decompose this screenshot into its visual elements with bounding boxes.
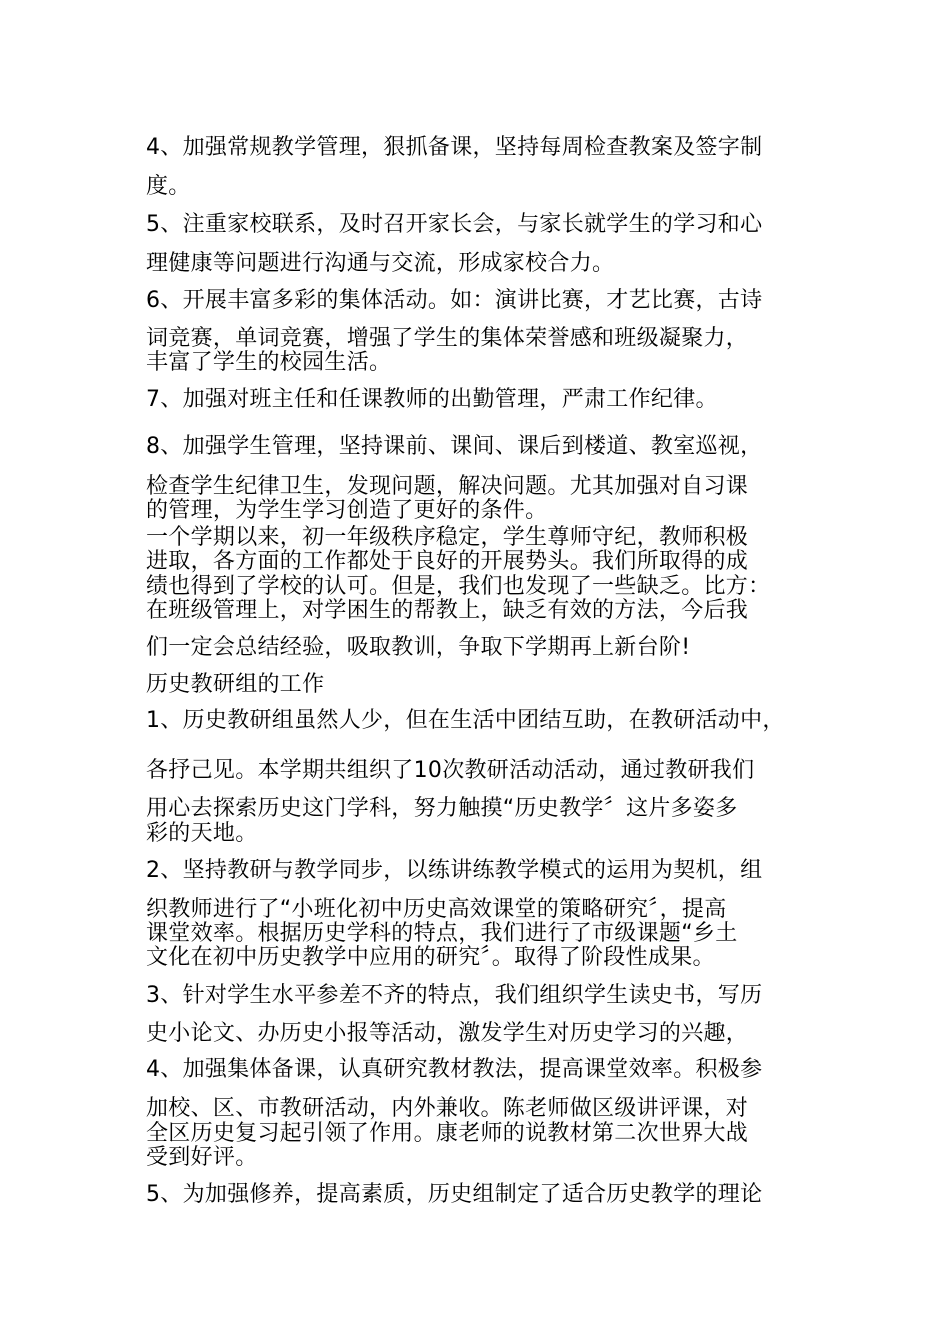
text-line: 5、为加强修养，提高素质，历史组制定了适合历史教学的理论 [146,1182,763,1207]
text-line: 受到好评。 [146,1145,258,1170]
text-line: 一个学期以来，初一年级秩序稳定，学生尊师守纪，教师积极 [146,525,749,550]
text-line: 度。 [146,174,191,199]
text-line: 6、开展丰富多彩的集体活动。如：演讲比赛，才艺比赛，古诗 [146,288,763,313]
text-line: 进取，各方面的工作都处于良好的开展势头。我们所取得的成 [146,549,749,574]
text-line: 们一定会总结经验，吸取教训，争取下学期再上新台阶! [146,635,691,660]
text-line: 彩的天地。 [146,821,258,846]
text-line: 课堂效率。根据历史学科的特点，我们进行了市级课题“乡土 [146,921,738,946]
text-line: 史小论文、办历史小报等活动，激发学生对历史学习的兴趣， [146,1021,749,1046]
text-line: 4、加强集体备课，认真研究教材教法，提高课堂效率。积极参 [146,1057,763,1082]
text-line: 理健康等问题进行沟通与交流，形成家校合力。 [146,251,615,276]
text-line: 5、注重家校联系，及时召开家长会，与家长就学生的学习和心 [146,212,763,237]
text-line: 检查学生纪律卫生，发现问题，解决问题。尤其加强对自习课 [146,474,749,499]
text-line: 8、加强学生管理，坚持课前、课间、课后到楼道、教室巡视， [146,434,763,459]
text-line: 的管理，为学生学习创造了更好的条件。 [146,498,548,523]
text-line: 绩也得到了学校的认可。但是，我们也发现了一些缺乏。比方： [146,574,771,599]
text-line: 1、历史教研组虽然人少，但在生活中团结互助，在教研活动中， [146,708,785,733]
text-line: 2、坚持教研与教学同步，以练讲练教学模式的运用为契机，组 [146,858,763,883]
text-line: 3、针对学生水平参差不齐的特点，我们组织学生读史书，写历 [146,983,763,1008]
text-line: 在班级管理上，对学困生的帮教上，缺乏有效的方法，今后我 [146,598,749,623]
text-line: 用心去探索历史这门学科，努力触摸“历史教学〞这片多姿多 [146,796,738,821]
text-line: 丰富了学生的校园生活。 [146,350,392,375]
text-line: 全区历史复习起引领了作用。康老师的说教材第二次世界大战 [146,1121,749,1146]
text-line: 各抒己见。本学期共组织了10次教研活动活动，通过教研我们 [146,758,755,783]
text-line: 加校、区、市教研活动，内外兼收。陈老师做区级讲评课，对 [146,1096,749,1121]
text-line: 词竞赛，单词竞赛，增强了学生的集体荣誉感和班级凝聚力， [146,326,749,351]
text-line: 4、加强常规教学管理，狠抓备课，坚持每周检查教案及签字制 [146,135,763,160]
text-line: 织教师进行了“小班化初中历史高效课堂的策略研究〞，提高 [146,897,727,922]
text-line: 文化在初中历史教学中应用的研究〞。取得了阶段性成果。 [146,945,715,970]
text-line: 7、加强对班主任和任课教师的出勤管理，严肃工作纪律。 [146,387,718,412]
section-heading: 历史教研组的工作 [146,672,325,697]
